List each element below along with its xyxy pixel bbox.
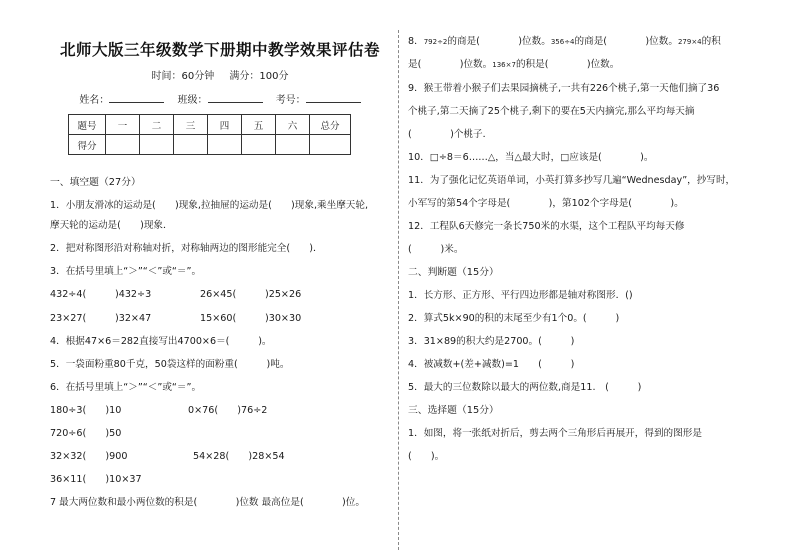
exam-title: 北师大版三年级数学下册期中教学效果评估卷 [59, 41, 380, 59]
question-6: 6．在括号里填上“＞”“＜”或“＝”。 [50, 382, 202, 393]
column-divider [398, 30, 399, 550]
score-table-header-row [69, 115, 351, 135]
question-9-line-3: ( )个桃子． [408, 129, 493, 140]
judgement-2: 2．算式5k×90的积的末尾至少有1个0。( ) [408, 313, 620, 324]
judgement-3: 3．31×89的积大约是2700。( ) [408, 336, 575, 347]
score-header-cell: 五 [242, 115, 276, 135]
score-cell[interactable] [174, 135, 208, 155]
question-6-row-4 [50, 474, 142, 486]
name-label: 姓名： [79, 95, 110, 106]
question-11-line-2: 小军写的第54个字母是( )，第102个字母是( )。 [408, 198, 684, 209]
expression: 792÷2 [423, 38, 448, 46]
question-7: 7 最大两位数和最小两位数的积是( )位数 最高位是( )位。 [50, 497, 365, 508]
question-8-number: 8． [408, 36, 424, 47]
question-4: 4．根据47×6＝282直接写出4700×6＝( )。 [50, 336, 272, 347]
score-header-cell: 一 [106, 115, 140, 135]
question-2: 2．把对称图形沿对称轴对折，对称轴两边的图形能完全( )． [50, 243, 323, 254]
question-text: 的商是( )位数。 [447, 36, 551, 47]
comparison-item: 432÷4( )432÷3 [50, 289, 152, 300]
exam-no-label: 考号： [275, 95, 306, 106]
score-cell[interactable] [140, 135, 174, 155]
left-column [50, 30, 390, 508]
question-6-row-3 [50, 451, 285, 463]
comparison-item: 26×45( )25×26 [200, 289, 302, 300]
exam-full-score: 满分：100分 [229, 71, 289, 82]
expression: 356÷4 [550, 38, 575, 46]
exam-time: 时间：60分钟 [151, 71, 215, 82]
score-header-cell: 总分 [310, 115, 351, 135]
section-multiple-choice-heading: 三、选择题（15分） [408, 405, 499, 416]
question-12-line-1: 12．工程队6天修完一条长750米的水渠，这个工程队平均每天修 [408, 221, 685, 232]
question-11-line-1: 11．为了强化记忆英语单词，小英打算多抄写几遍“Wednesday”，抄写时， [408, 175, 736, 186]
question-9-line-2: 个桃子,第二天摘了25个桃子,剩下的要在5天内摘完,那么平均每天摘 [408, 106, 695, 117]
question-10: 10．□÷8＝6……△，当△最大时，□应该是( )。 [408, 152, 654, 163]
score-header-cell: 四 [208, 115, 242, 135]
judgement-1: 1．长方形、正方形、平行四边形都是轴对称图形．() [408, 290, 633, 301]
score-header-cell: 六 [276, 115, 310, 135]
judgement-4: 4．被减数+(差+减数)=1 ( ) [408, 359, 575, 370]
exam-time-row [50, 67, 390, 82]
comparison-item: 180÷3( )10 [50, 405, 122, 416]
question-text: 的积 [701, 36, 721, 47]
question-1-line-2: 摩天轮的运动是( )现象． [50, 220, 173, 231]
question-3-row-2 [50, 313, 302, 325]
score-header-cell: 三 [174, 115, 208, 135]
question-text: 的商是( )位数。 [574, 36, 678, 47]
score-cell[interactable] [276, 135, 310, 155]
score-table-score-row [69, 135, 351, 155]
score-cell[interactable] [208, 135, 242, 155]
score-row-label: 得分 [69, 135, 106, 155]
choice-1-line-2: ( )。 [408, 451, 445, 462]
question-3: 3．在括号里填上“＞”“＜”或“＝”。 [50, 266, 202, 277]
score-cell[interactable] [106, 135, 140, 155]
question-9-line-1: 9．猴王带着小猴子们去果园摘桃子,一共有226个桃子,第一天他们摘了36 [408, 83, 720, 94]
name-blank[interactable] [109, 93, 164, 103]
comparison-item: 720÷6( )50 [50, 428, 122, 439]
question-8-line-2 [408, 59, 619, 71]
choice-1-line-1: 1．如图，将一张纸对折后，剪去两个三角形后再展开，得到的图形是 [408, 428, 702, 439]
comparison-item: 36×11( )10×37 [50, 474, 142, 485]
question-text: 是( )位数。 [408, 59, 493, 70]
comparison-item: 32×32( )900 [50, 451, 128, 462]
question-text: 的积是( )位数。 [515, 59, 620, 70]
class-blank[interactable] [208, 93, 263, 103]
question-12-line-2: ( )米。 [408, 244, 464, 255]
section-fill-in-heading: 一、填空题（27分） [50, 177, 141, 188]
score-cell[interactable] [310, 135, 351, 155]
exam-no-blank[interactable] [306, 93, 361, 103]
score-header-cell: 题号 [69, 115, 106, 135]
student-info-row [50, 91, 390, 106]
question-5: 5．一袋面粉重80千克，50袋这样的面粉重( )吨。 [50, 359, 290, 370]
question-6-row-1 [50, 405, 268, 417]
question-3-row-1 [50, 289, 302, 301]
question-1-line-1: 1．小朋友滑冰的运动是( )现象,拉抽屉的运动是( )现象,乘坐摩天轮, [50, 200, 369, 211]
expression: 136×7 [492, 61, 516, 69]
expression: 279×4 [677, 38, 702, 46]
judgement-5: 5．最大的三位数除以最大的两位数,商是11. ( ) [408, 382, 642, 393]
question-6-row-2 [50, 428, 121, 440]
comparison-item: 54×28( )28×54 [193, 451, 285, 462]
comparison-item: 15×60( )30×30 [200, 313, 302, 324]
score-table [68, 114, 351, 155]
comparison-item: 0×76( )76÷2 [188, 405, 268, 416]
score-header-cell: 二 [140, 115, 174, 135]
section-true-false-heading: 二、判断题（15分） [408, 267, 499, 278]
score-cell[interactable] [242, 135, 276, 155]
question-8-line-1 [408, 36, 721, 48]
class-label: 班级： [177, 95, 208, 106]
comparison-item: 23×27( )32×47 [50, 313, 152, 324]
